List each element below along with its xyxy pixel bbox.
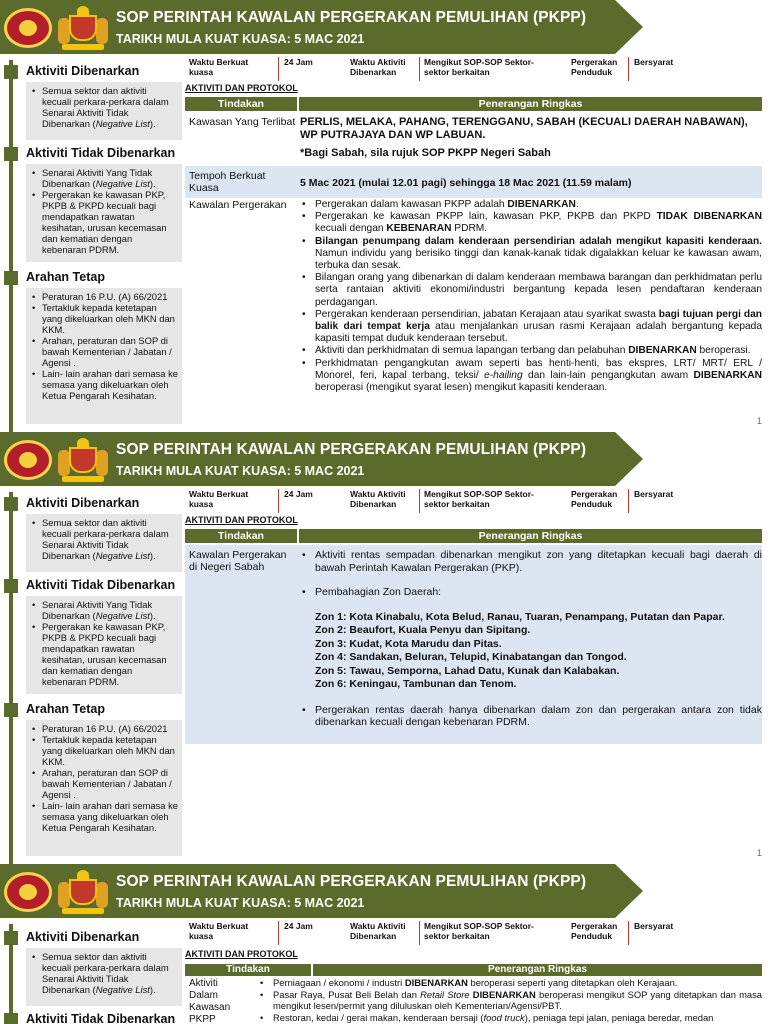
slide-3	[0, 864, 768, 1024]
page-title: SOP PERINTAH KAWALAN PERGERAKAN PEMULIHAN (PKPP)	[116, 9, 587, 26]
info-divider	[419, 921, 420, 945]
page-subtitle: TARIKH MULA KUAT KUASA: 5 MAC 2021	[116, 464, 365, 478]
table-header-description: Penerangan Ringkas	[313, 964, 762, 976]
row-text-sabah	[300, 549, 762, 729]
zone-item: Zon 1: Kota Kinabalu, Kota Belud, Ranau, Tuaran, Penampang, Putatan dan Papar.	[315, 610, 725, 623]
coat-of-arms-icon	[58, 6, 108, 50]
row-label-sabah: Kawalan Pergerakan di Negeri Sabah	[189, 549, 287, 573]
section-title: AKTIVITI DAN PROTOKOL	[185, 83, 298, 93]
directive-item: • Lain- lain arahan dari semasa ke semasa yang dikeluarkan oleh Ketua Pengarah Kesihatan.	[30, 800, 178, 833]
directive-item: • Arahan, peraturan dan SOP di bawah Kementerian / Jabatan / Agensi .	[30, 335, 178, 368]
not-allowed-item: • Pergerakan ke kawasan PKP, PKPB & PKPD kecuali bagi mendapatkan rawatan kesihatan, urusan kecemasan dan kematian dengan kebenaran PDRM.	[30, 621, 178, 687]
zone-item: Zon 6: Keningau, Tambunan dan Tenom.	[315, 678, 517, 690]
info-waktu-label: Waktu Berkuat kuasa	[189, 489, 249, 509]
list-item: • Restoran, kedai / gerai makan, kenderaan bersaji (food truck), peniaga tepi jalan, peniaga beredar, medan	[258, 1012, 762, 1024]
not-allowed-heading: Aktiviti Tidak Dibenarkan	[0, 578, 182, 592]
zone-item: Zon 2: Beaufort, Kuala Penyu dan Sipitang.	[315, 624, 531, 636]
info-divider	[278, 921, 279, 945]
info-divider	[419, 57, 420, 81]
info-waktu-label: Waktu Berkuat kuasa	[189, 57, 249, 77]
list-item: • Pergerakan dalam kawasan PKPP adalah DIBENARKAN.	[300, 199, 762, 211]
table-header-description: Penerangan Ringkas	[299, 529, 762, 543]
info-divider	[419, 489, 420, 513]
row-label-activities: Aktiviti Dalam Kawasan PKPP	[189, 978, 231, 1024]
list-item: • Aktiviti rentas sempadan dibenarkan mengikut zon yang ditetapkan kecuali bagi daerah di bawah Perintah Kawalan Pergerakan (PKP).	[300, 549, 762, 574]
directive-item: • Tertakluk kepada ketetapan yang dikeluarkan oleh MKN dan KKM.	[30, 734, 178, 767]
info-penduduk-label: Pergerakan Penduduk	[571, 57, 618, 77]
slide-2	[0, 432, 768, 864]
info-waktu-value: 24 Jam	[284, 921, 313, 931]
info-penduduk-label: Pergerakan Penduduk	[571, 921, 618, 941]
page-number: 1	[756, 848, 762, 858]
directive-item: • Arahan, peraturan dan SOP di bawah Kementerian / Jabatan / Agensi .	[30, 767, 178, 800]
table-header-action: Tindakan	[185, 97, 297, 111]
section-title: AKTIVITI DAN PROTOKOL	[185, 515, 298, 525]
info-penduduk-value: Bersyarat	[634, 57, 674, 67]
slide-1	[0, 0, 768, 432]
table-header-action: Tindakan	[185, 529, 297, 543]
not-allowed-item: • Senarai Aktiviti Yang Tidak Dibenarkan (Negative List).	[30, 599, 178, 621]
directive-item: • Peraturan 16 P.U. (A) 66/2021	[30, 291, 178, 302]
police-emblem-icon	[4, 8, 52, 48]
directive-item: • Lain- lain arahan dari semasa ke semasa yang dikeluarkan oleh Ketua Pengarah Kesihatan.	[30, 368, 178, 401]
info-penduduk-value: Bersyarat	[634, 921, 674, 931]
info-aktiviti-label: Waktu Aktiviti Dibenarkan	[350, 57, 406, 77]
info-divider	[628, 489, 629, 513]
page-subtitle: TARIKH MULA KUAT KUASA: 5 MAC 2021	[116, 32, 365, 46]
list-item: • Pergerakan ke kawasan PKPP lain, kawasan PKP, PKPB dan PKPD TIDAK DIBENARKAN kecuali dengan KEBENARAN PDRM.	[300, 211, 762, 235]
not-allowed-box	[26, 164, 182, 262]
info-aktiviti-label: Waktu Aktiviti Dibenarkan	[350, 921, 406, 941]
info-aktiviti-value: Mengikut SOP-SOP Sektor-sektor berkaitan	[424, 57, 534, 77]
allowed-item: • Semua sektor dan aktiviti kecuali perkara-perkara dalam Senarai Aktiviti Tidak Dibenarkan (Negative List).	[30, 85, 178, 129]
directive-heading: Arahan Tetap	[0, 702, 182, 716]
not-allowed-item: • Pergerakan ke kawasan PKP, PKPB & PKPD kecuali bagi mendapatkan rawatan kesihatan, urusan kecemasan dan kematian dengan kebenaran PDRM.	[30, 189, 178, 255]
police-emblem-icon	[4, 872, 52, 912]
zone-item: Zon 4: Sandakan, Beluran, Telupid, Kinabatangan dan Tongod.	[315, 651, 627, 663]
directive-item: • Tertakluk kepada ketetapan yang dikeluarkan oleh MKN dan KKM.	[30, 302, 178, 335]
not-allowed-box	[26, 596, 182, 694]
sidebar-rail	[9, 60, 13, 432]
header-banner	[0, 432, 615, 486]
row-label-movement: Kawalan Pergerakan	[189, 199, 287, 211]
zone-item: Zon 3: Kudat, Kota Marudu dan Pitas.	[315, 637, 502, 650]
info-penduduk-label: Pergerakan Penduduk	[571, 489, 618, 509]
info-aktiviti-label: Waktu Aktiviti Dibenarkan	[350, 489, 406, 509]
allowed-box	[26, 82, 182, 140]
section-title: AKTIVITI DAN PROTOKOL	[185, 949, 298, 959]
row-text-area	[300, 116, 762, 160]
allowed-heading: Aktiviti Dibenarkan	[0, 64, 182, 78]
list-item: • Bilangan orang yang dibenarkan di dalam kenderaan membawa barangan dan perkhidmatan perlu serta rantaian aktiviti ekonomi/industri bergantung kepada lesen pendaftaran kenderaan perdagangan.	[300, 272, 762, 309]
sidebar-rail	[9, 492, 13, 864]
not-allowed-heading: Aktiviti Tidak Dibenarkan	[0, 146, 182, 160]
info-waktu-value: 24 Jam	[284, 57, 313, 67]
row-text-period: 5 Mac 2021 (mulai 12.01 pagi) sehingga 18 Mac 2021 (11.59 malam)	[300, 177, 632, 189]
row-label-area: Kawasan Yang Terlibat	[189, 116, 296, 128]
directive-box	[26, 720, 182, 856]
list-item: • Aktiviti dan perkhidmatan di semua lapangan terbang dan pelabuhan DIBENARKAN beroperasi.	[300, 345, 762, 357]
row-text-activities	[258, 977, 762, 1023]
allowed-heading: Aktiviti Dibenarkan	[0, 930, 182, 944]
row-label-period: Tempoh Berkuat Kuasa	[189, 170, 266, 194]
page-title: SOP PERINTAH KAWALAN PERGERAKAN PEMULIHAN (PKPP)	[116, 873, 587, 890]
directive-box	[26, 288, 182, 424]
info-waktu-label: Waktu Berkuat kuasa	[189, 921, 249, 941]
row-text-movement	[300, 199, 762, 394]
page-subtitle: TARIKH MULA KUAT KUASA: 5 MAC 2021	[116, 896, 365, 910]
table-header-description: Penerangan Ringkas	[299, 97, 762, 111]
allowed-box	[26, 514, 182, 572]
police-emblem-icon	[4, 440, 52, 480]
info-divider	[278, 57, 279, 81]
allowed-box	[26, 948, 182, 1006]
list-item: • Perniagaan / ekonomi / industri DIBENARKAN beroperasi seperti yang ditetapkan oleh Kerajaan.	[258, 977, 762, 989]
sabah-note: *Bagi Sabah, sila rujuk SOP PKPP Negeri Sabah	[300, 147, 551, 159]
zone-item: Zon 5: Tawau, Semporna, Lahad Datu, Kunak dan Kalabakan.	[315, 664, 620, 677]
page-number: 1	[756, 416, 762, 426]
directive-item: • Peraturan 16 P.U. (A) 66/2021	[30, 723, 178, 734]
info-aktiviti-value: Mengikut SOP-SOP Sektor-sektor berkaitan	[424, 489, 534, 509]
info-divider	[628, 57, 629, 81]
affected-states: PERLIS, MELAKA, PAHANG, TERENGGANU, SABAH (KECUALI DAERAH NABAWAN), WP PUTRAJAYA DAN WP LABUAN.	[300, 116, 748, 141]
list-item: • Bilangan penumpang dalam kenderaan persendirian adalah mengikut kapasiti kenderaan. Namun individu yang berisiko tinggi dan kanak-kanak tidak digalakkan keluar ke kawasan awam, terbuka dan sesak.	[300, 236, 762, 273]
list-item: • Pergerakan kenderaan persendirian, jabatan Kerajaan atau syarikat swasta bagi tujuan pergi dan balik dari tempat kerja atau menjalankan urusan rasmi Kerajaan adalah bergantung kepada kapasiti tempat duduk kenderaan tersebut.	[300, 309, 762, 346]
page-title: SOP PERINTAH KAWALAN PERGERAKAN PEMULIHAN (PKPP)	[116, 441, 587, 458]
header-banner	[0, 864, 615, 918]
directive-heading: Arahan Tetap	[0, 270, 182, 284]
allowed-item: • Semua sektor dan aktiviti kecuali perkara-perkara dalam Senarai Aktiviti Tidak Dibenarkan (Negative List).	[30, 951, 178, 995]
list-item: • Pergerakan rentas daerah hanya dibenarkan dalam zon dan pergerakan antara zon tidak dibenarkan kecuali dengan kebenaran PDRM.	[300, 704, 762, 729]
coat-of-arms-icon	[58, 438, 108, 482]
list-item: • Perkhidmatan pengangkutan awam seperti bas henti-henti, bas ekspres, LRT/ MRT/ ERL / Monorel, feri, kapal terbang, teksi/ e-hailing dan lain-lain pengangkutan awam DIBENARKAN beroperasi (mengikut syarat lesen) mengikut kapasiti kenderaan.	[300, 358, 762, 395]
coat-of-arms-icon	[58, 870, 108, 914]
info-divider	[278, 489, 279, 513]
info-aktiviti-value: Mengikut SOP-SOP Sektor-sektor berkaitan	[424, 921, 534, 941]
zone-list	[300, 611, 762, 692]
header-banner	[0, 0, 615, 54]
info-waktu-value: 24 Jam	[284, 489, 313, 499]
list-item: • Pembahagian Zon Daerah:	[300, 586, 762, 599]
info-divider	[628, 921, 629, 945]
list-item: • Pasar Raya, Pusat Beli Belah dan Retail Store DIBENARKAN beroperasi mengikut SOP yang ditetapkan dan masa mengikut lesen/permit yang diluluskan oleh Kementerian/Agensi/PBT.	[258, 989, 762, 1012]
not-allowed-heading: Aktiviti Tidak Dibenarkan	[0, 1012, 182, 1024]
allowed-item: • Semua sektor dan aktiviti kecuali perkara-perkara dalam Senarai Aktiviti Tidak Dibenarkan (Negative List).	[30, 517, 178, 561]
not-allowed-item: • Senarai Aktiviti Yang Tidak Dibenarkan (Negative List).	[30, 167, 178, 189]
info-penduduk-value: Bersyarat	[634, 489, 674, 499]
allowed-heading: Aktiviti Dibenarkan	[0, 496, 182, 510]
table-header-action: Tindakan	[185, 964, 311, 976]
